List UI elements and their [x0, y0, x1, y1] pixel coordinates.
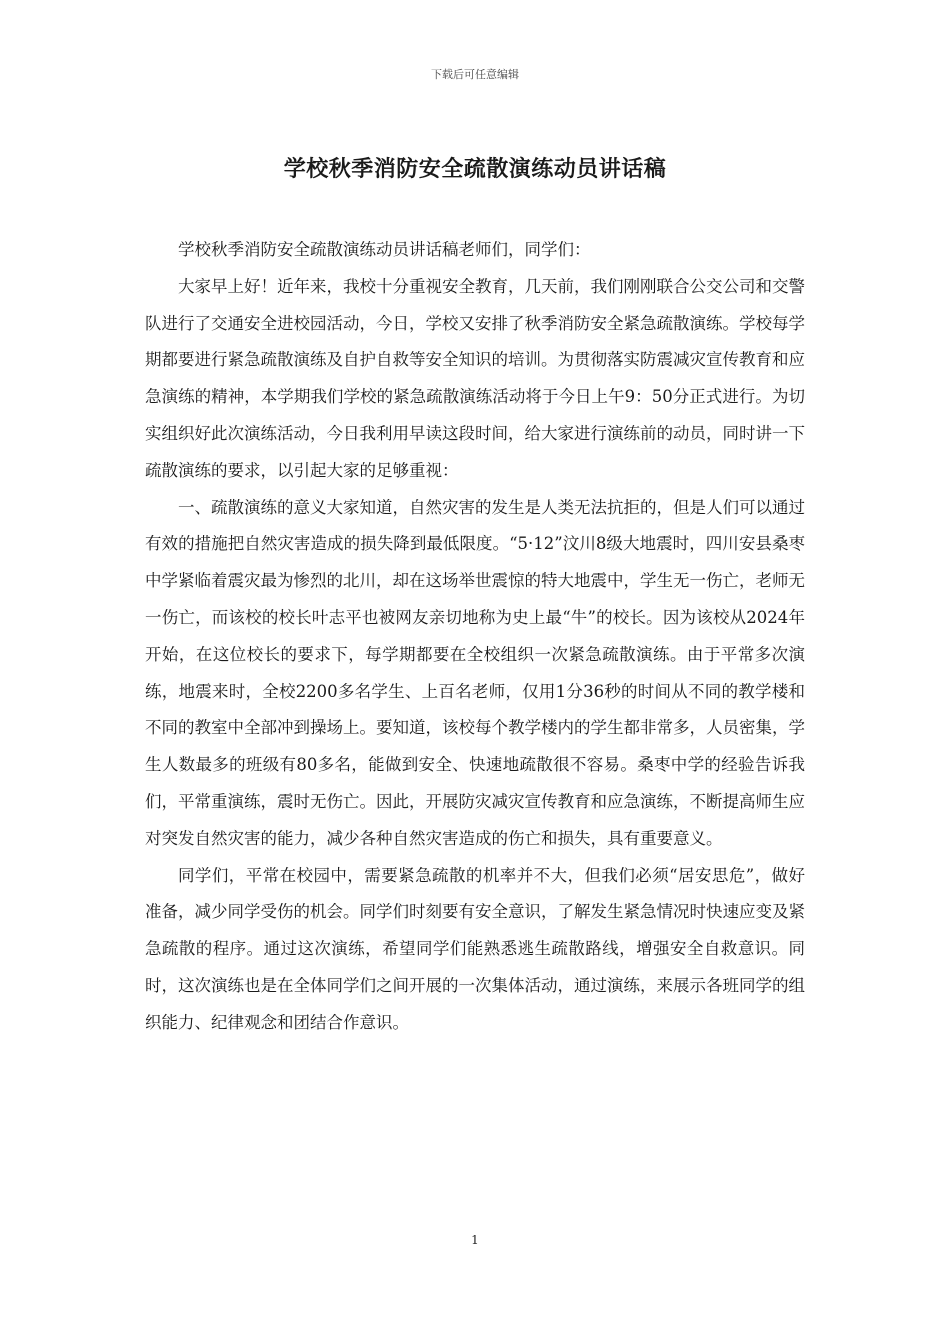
document-body: [145, 232, 805, 1042]
document-title: 学校秋季消防安全疏散演练动员讲话稿: [283, 157, 667, 182]
paragraph-significance: 一、疏散演练的意义大家知道，自然灾害的发生是人类无法抗拒的，但是人们可以通过有效的措施把自然灾害造成的损失降到最低限度。“5·12”汶川8级大地震时，四川安县桑枣中学紧临着震灾最为惨烈的北川，却在这场举世震惊的特大地震中，学生无一伤亡，老师无一伤亡，而该校的校长叶志平也被网友亲切地称为史上最“牛”的校长。因为该校从2024年开始，在这位校长的要求下，每学期都要在全校组织一次紧急疏散演练。由于平常多次演练，地震来时，全校2200多名学生、上百名老师，仅用1分36秒的时间从不同的教学楼和不同的教室中全部冲到操场上。要知道，该校每个教学楼内的学生都非常多，人员密集，学生人数最多的班级有80多名，能做到安全、快速地疏散很不容易。桑枣中学的经验告诉我们，平常重演练，震时无伤亡。因此，开展防灾减灾宣传教育和应急演练，不断提高师生应对突发自然灾害的能力，减少各种自然灾害造成的伤亡和损失，具有重要意义。: [145, 497, 805, 848]
paragraph-awareness: 同学们，平常在校园中，需要紧急疏散的机率并不大，但我们必须“居安思危”，做好准备，减少同学受伤的机会。同学们时刻要有安全意识，了解发生紧急情况时快速应变及紧急疏散的程序。通过这次演练，希望同学们能熟悉逃生疏散路线，增强安全自救意识。同时，这次演练也是在全体同学们之间开展的一次集体活动，通过演练，来展示各班同学的组织能力、纪律观念和团结合作意识。: [145, 865, 805, 1032]
header-note: 下载后可任意编辑: [431, 68, 519, 81]
page-number: 1: [471, 1233, 479, 1247]
paragraph-intro: 大家早上好！近年来，我校十分重视安全教育，几天前，我们刚刚联合公交公司和交警队进行了交通安全进校园活动，今日，学校又安排了秋季消防安全紧急疏散演练。学校每学期都要进行紧急疏散演练及自护自救等安全知识的培训。为贯彻落实防震减灾宣传教育和应急演练的精神，本学期我们学校的紧急疏散演练活动将于今日上午9：50分正式进行。为切实组织好此次演练活动，今日我利用早读这段时间，给大家进行演练前的动员，同时讲一下疏散演练的要求，以引起大家的足够重视：: [145, 276, 805, 480]
paragraph-greeting: 学校秋季消防安全疏散演练动员讲话稿老师们，同学们：: [178, 240, 591, 259]
